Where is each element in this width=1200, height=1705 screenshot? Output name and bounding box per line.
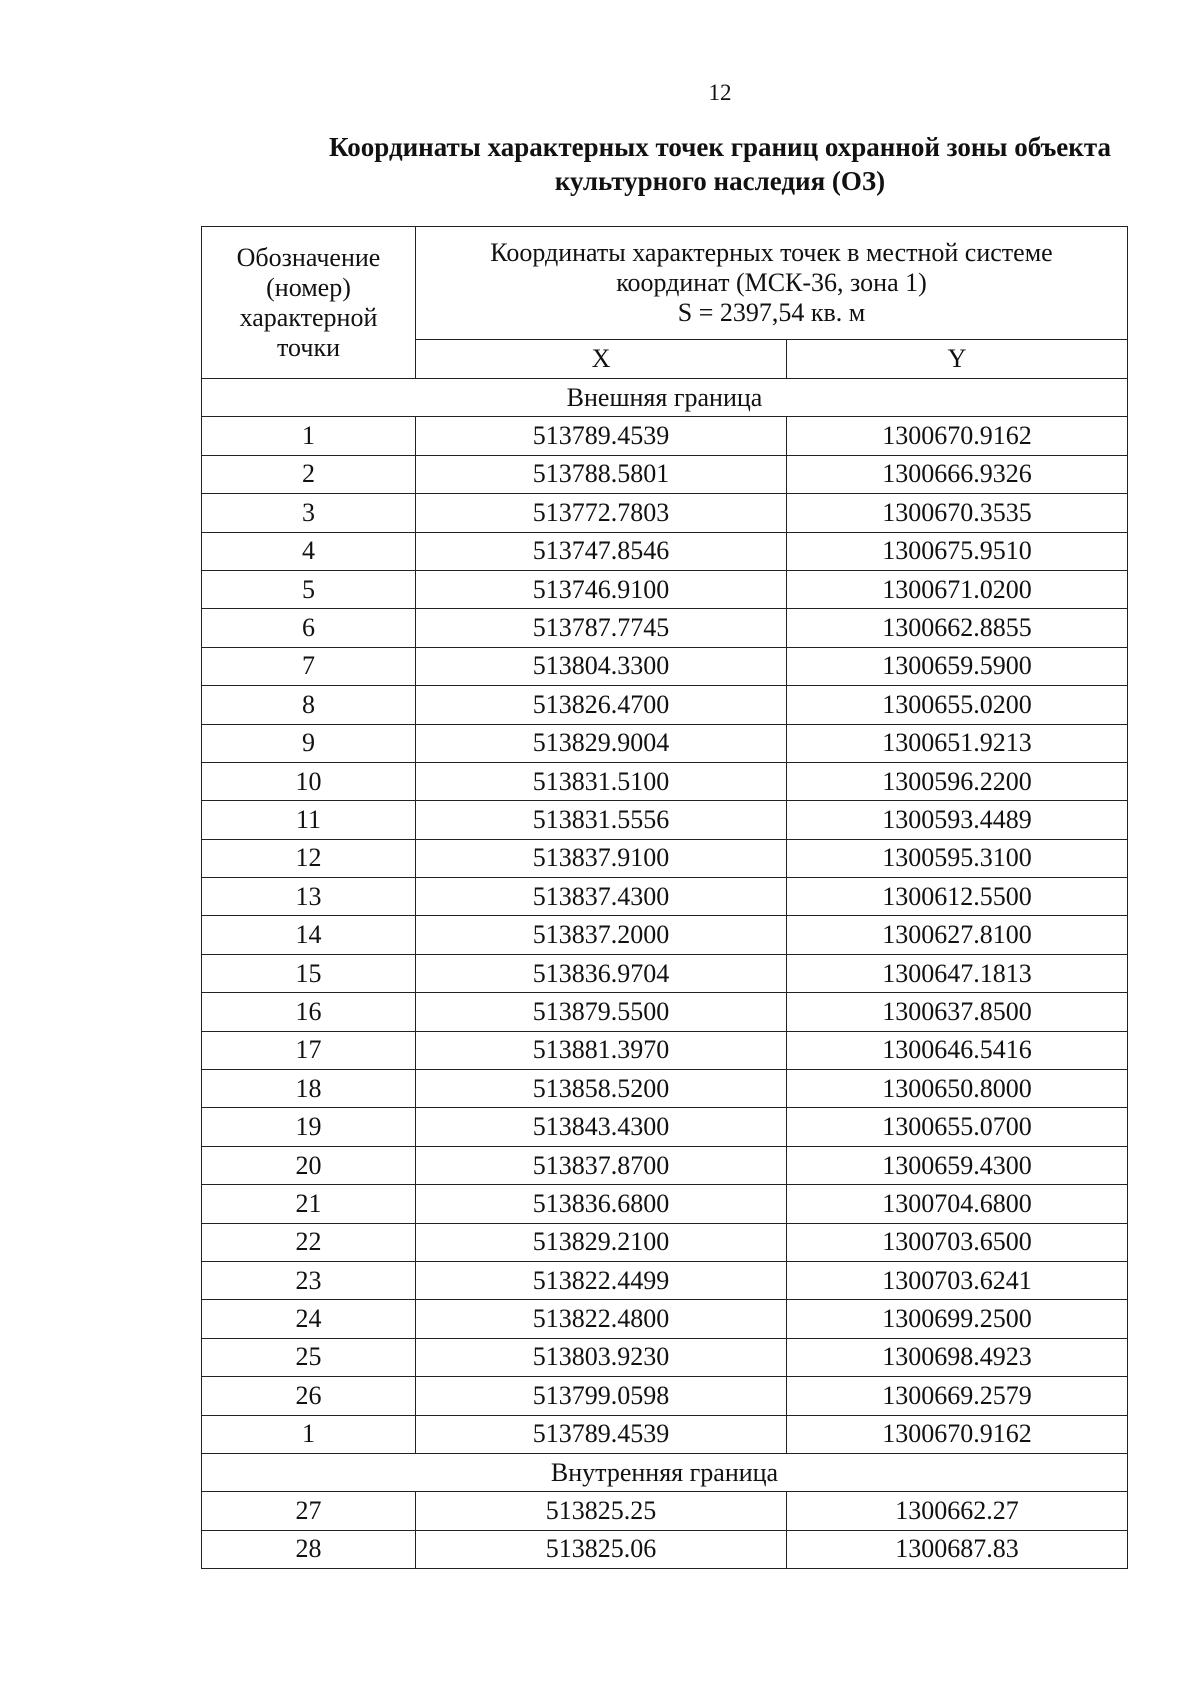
table-row <box>202 1415 1128 1453</box>
point-number-header-line: точки <box>277 332 340 362</box>
point-number-cell: 12 <box>202 839 416 877</box>
point-number-cell: 7 <box>202 647 416 685</box>
table-row <box>202 686 1128 724</box>
coordinates-header-line: координат (МСК-36, зона 1) <box>616 268 927 297</box>
table-row <box>202 839 1128 877</box>
table-row <box>202 1530 1128 1568</box>
y-coordinate-cell: 1300703.6500 <box>787 1223 1128 1261</box>
y-coordinate-cell: 1300698.4923 <box>787 1338 1128 1376</box>
point-number-cell: 28 <box>202 1530 416 1568</box>
y-coordinate-cell: 1300659.5900 <box>787 647 1128 685</box>
point-number-cell: 14 <box>202 916 416 954</box>
point-number-cell: 1 <box>202 417 416 455</box>
x-coordinate-cell: 513879.5500 <box>416 993 787 1031</box>
point-number-cell: 18 <box>202 1070 416 1108</box>
x-coordinate-cell: 513825.06 <box>416 1530 787 1568</box>
x-coordinate-cell: 513787.7745 <box>416 609 787 647</box>
page-number: 12 <box>708 80 732 105</box>
x-coordinate-cell: 513826.4700 <box>416 686 787 724</box>
y-coordinate-cell: 1300595.3100 <box>787 839 1128 877</box>
point-number-header-line: Обозначение <box>236 242 381 272</box>
y-coordinate-cell: 1300650.8000 <box>787 1070 1128 1108</box>
y-coordinate-cell: 1300687.83 <box>787 1530 1128 1568</box>
x-coordinate-cell: 513799.0598 <box>416 1377 787 1415</box>
y-coordinate-cell: 1300669.2579 <box>787 1377 1128 1415</box>
table-row <box>202 1108 1128 1146</box>
point-number-cell: 26 <box>202 1377 416 1415</box>
table-row <box>202 1223 1128 1261</box>
y-coordinate-cell: 1300627.8100 <box>787 916 1128 954</box>
x-coordinate-cell: 513822.4800 <box>416 1300 787 1338</box>
area-label: S = 2397,54 кв. м <box>677 298 866 327</box>
y-coordinate-cell: 1300671.0200 <box>787 570 1128 608</box>
point-number-cell: 25 <box>202 1338 416 1376</box>
table-row <box>202 801 1128 839</box>
point-number-cell: 16 <box>202 993 416 1031</box>
point-number-header <box>202 227 416 379</box>
point-number-cell: 27 <box>202 1492 416 1530</box>
point-number-cell: 9 <box>202 724 416 762</box>
y-coordinate-cell: 1300670.9162 <box>787 417 1128 455</box>
document-title <box>300 130 1140 198</box>
point-number-cell: 13 <box>202 878 416 916</box>
table-row <box>202 1377 1128 1415</box>
x-coordinate-cell: 513858.5200 <box>416 1070 787 1108</box>
table-row <box>202 532 1128 570</box>
table-row <box>202 455 1128 493</box>
table-row <box>202 1338 1128 1376</box>
x-coordinate-cell: 513836.6800 <box>416 1185 787 1223</box>
point-number-cell: 21 <box>202 1185 416 1223</box>
table-row <box>202 1300 1128 1338</box>
point-number-cell: 4 <box>202 532 416 570</box>
y-coordinate-cell: 1300612.5500 <box>787 878 1128 916</box>
x-coordinate-cell: 513803.9230 <box>416 1338 787 1376</box>
x-coordinate-cell: 513831.5556 <box>416 801 787 839</box>
point-number-cell: 17 <box>202 1031 416 1069</box>
y-coordinate-cell: 1300662.27 <box>787 1492 1128 1530</box>
table-row <box>202 417 1128 455</box>
y-coordinate-cell: 1300655.0700 <box>787 1108 1128 1146</box>
table-row <box>202 647 1128 685</box>
x-coordinate-cell: 513822.4499 <box>416 1261 787 1299</box>
point-number-cell: 10 <box>202 762 416 800</box>
point-number-cell: 22 <box>202 1223 416 1261</box>
x-coordinate-cell: 513837.2000 <box>416 916 787 954</box>
x-coordinate-cell: 513829.2100 <box>416 1223 787 1261</box>
table-row <box>202 762 1128 800</box>
y-coordinate-cell: 1300659.4300 <box>787 1146 1128 1184</box>
y-coordinate-cell: 1300699.2500 <box>787 1300 1128 1338</box>
table-row <box>202 1146 1128 1184</box>
point-number-cell: 2 <box>202 455 416 493</box>
table-row <box>202 724 1128 762</box>
coordinates-table <box>201 226 1128 1569</box>
x-coordinate-cell: 513881.3970 <box>416 1031 787 1069</box>
section-title: Внутренняя граница <box>202 1453 1128 1491</box>
table-row <box>202 609 1128 647</box>
point-number-cell: 6 <box>202 609 416 647</box>
point-number-cell: 20 <box>202 1146 416 1184</box>
x-coordinate-cell: 513789.4539 <box>416 1415 787 1453</box>
table-row <box>202 570 1128 608</box>
y-coordinate-cell: 1300704.6800 <box>787 1185 1128 1223</box>
x-coordinate-cell: 513837.8700 <box>416 1146 787 1184</box>
y-coordinate-cell: 1300646.5416 <box>787 1031 1128 1069</box>
x-column-header: X <box>416 340 787 379</box>
y-coordinate-cell: 1300593.4489 <box>787 801 1128 839</box>
table-row <box>202 878 1128 916</box>
point-number-cell: 5 <box>202 570 416 608</box>
y-coordinate-cell: 1300596.2200 <box>787 762 1128 800</box>
point-number-cell: 11 <box>202 801 416 839</box>
y-coordinate-cell: 1300647.1813 <box>787 954 1128 992</box>
document-title-line-2: культурного наследия (ОЗ) <box>554 166 886 196</box>
y-coordinate-cell: 1300670.9162 <box>787 1415 1128 1453</box>
coordinates-header <box>416 227 1128 340</box>
y-coordinate-cell: 1300703.6241 <box>787 1261 1128 1299</box>
x-coordinate-cell: 513772.7803 <box>416 494 787 532</box>
document-title-line-1: Координаты характерных точек границ охранной зоны объекта <box>329 132 1111 162</box>
y-coordinate-cell: 1300670.3535 <box>787 494 1128 532</box>
point-number-cell: 19 <box>202 1108 416 1146</box>
x-coordinate-cell: 513831.5100 <box>416 762 787 800</box>
point-number-cell: 24 <box>202 1300 416 1338</box>
x-coordinate-cell: 513825.25 <box>416 1492 787 1530</box>
section-header-row <box>202 1453 1128 1491</box>
x-coordinate-cell: 513746.9100 <box>416 570 787 608</box>
point-number-cell: 8 <box>202 686 416 724</box>
table-row <box>202 993 1128 1031</box>
table-row <box>202 916 1128 954</box>
point-number-header-line: (номер) <box>266 272 351 302</box>
table-header-row <box>202 227 1128 340</box>
y-coordinate-cell: 1300637.8500 <box>787 993 1128 1031</box>
coordinates-table-body <box>202 227 1128 1569</box>
y-coordinate-cell: 1300675.9510 <box>787 532 1128 570</box>
x-coordinate-cell: 513788.5801 <box>416 455 787 493</box>
table-row <box>202 1492 1128 1530</box>
table-row <box>202 954 1128 992</box>
y-column-header: Y <box>787 340 1128 379</box>
table-row <box>202 494 1128 532</box>
coordinates-header-line: Координаты характерных точек в местной системе <box>490 238 1053 267</box>
y-coordinate-cell: 1300666.9326 <box>787 455 1128 493</box>
y-coordinate-cell: 1300662.8855 <box>787 609 1128 647</box>
point-number-cell: 1 <box>202 1415 416 1453</box>
table-row <box>202 1031 1128 1069</box>
table-row <box>202 1261 1128 1299</box>
x-coordinate-cell: 513747.8546 <box>416 532 787 570</box>
y-coordinate-cell: 1300655.0200 <box>787 686 1128 724</box>
x-coordinate-cell: 513836.9704 <box>416 954 787 992</box>
point-number-cell: 3 <box>202 494 416 532</box>
point-number-cell: 15 <box>202 954 416 992</box>
x-coordinate-cell: 513804.3300 <box>416 647 787 685</box>
section-title: Внешняя граница <box>202 379 1128 417</box>
table-row <box>202 1070 1128 1108</box>
y-coordinate-cell: 1300651.9213 <box>787 724 1128 762</box>
x-coordinate-cell: 513789.4539 <box>416 417 787 455</box>
x-coordinate-cell: 513829.9004 <box>416 724 787 762</box>
point-number-cell: 23 <box>202 1261 416 1299</box>
x-coordinate-cell: 513837.4300 <box>416 878 787 916</box>
point-number-header-line: характерной <box>239 302 378 332</box>
section-header-row <box>202 379 1128 417</box>
x-coordinate-cell: 513843.4300 <box>416 1108 787 1146</box>
table-row <box>202 1185 1128 1223</box>
x-coordinate-cell: 513837.9100 <box>416 839 787 877</box>
